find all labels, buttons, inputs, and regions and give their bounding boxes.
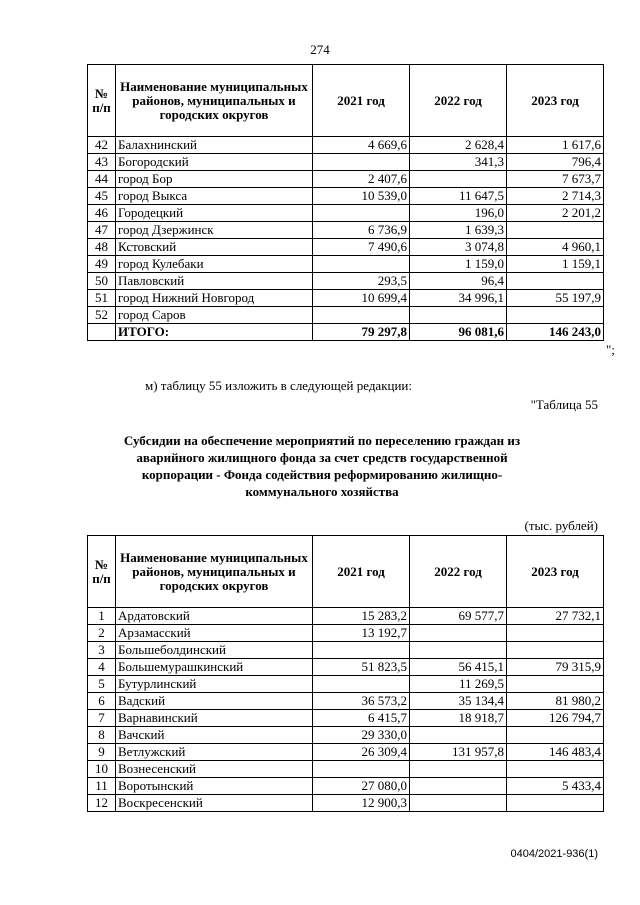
row-2023: 4 960,1 <box>507 239 604 256</box>
row-2022: 3 074,8 <box>410 239 507 256</box>
row-name: город Выкса <box>116 188 313 205</box>
row-2021: 36 573,2 <box>313 693 410 710</box>
header-2022: 2022 год <box>410 65 507 137</box>
row-name: город Нижний Новгород <box>116 290 313 307</box>
row-2021 <box>313 676 410 693</box>
table-row <box>88 642 604 659</box>
closing-quote-mark: "; <box>606 342 615 357</box>
table-reference: "Таблица 55 <box>530 397 598 412</box>
header-name: Наименование муниципальных районов, муниципальных и городских округов <box>116 65 313 137</box>
document-code: 0404/2021-936(1) <box>510 848 598 860</box>
table-heading: Субсидии на обеспечение мероприятий по переселению граждан из аварийного жилищного фонда за счет средств государственной корпорации - Фонда содействия реформированию жилищно-коммунального хозяйства <box>123 433 521 499</box>
row-2023: 79 315,9 <box>507 659 604 676</box>
row-2021: 6 415,7 <box>313 710 410 727</box>
row-2021 <box>313 307 410 324</box>
row-2021: 2 407,6 <box>313 171 410 188</box>
row-2022 <box>410 307 507 324</box>
row-2021: 13 192,7 <box>313 625 410 642</box>
total-2022: 96 081,6 <box>410 324 507 341</box>
row-number: 1 <box>88 608 116 625</box>
row-number: 5 <box>88 676 116 693</box>
row-2022: 11 269,5 <box>410 676 507 693</box>
table-row <box>88 290 604 307</box>
table-row <box>88 188 604 205</box>
row-name: город Кулебаки <box>116 256 313 273</box>
table-row <box>88 727 604 744</box>
row-number: 6 <box>88 693 116 710</box>
row-number: 11 <box>88 778 116 795</box>
row-2022: 56 415,1 <box>410 659 507 676</box>
table-row <box>88 744 604 761</box>
top-table <box>87 64 604 341</box>
row-number: 8 <box>88 727 116 744</box>
row-2022 <box>410 625 507 642</box>
table-row <box>88 307 604 324</box>
header-2021: 2021 год <box>313 65 410 137</box>
row-number: 4 <box>88 659 116 676</box>
row-2023: 2 714,3 <box>507 188 604 205</box>
table-row <box>88 222 604 239</box>
row-number: 2 <box>88 625 116 642</box>
row-name: Павловский <box>116 273 313 290</box>
row-name: Вознесенский <box>116 761 313 778</box>
row-2023 <box>507 307 604 324</box>
table-row <box>88 239 604 256</box>
row-2021: 15 283,2 <box>313 608 410 625</box>
header-2021: 2021 год <box>313 536 410 608</box>
row-2022 <box>410 795 507 812</box>
row-2022: 1 159,0 <box>410 256 507 273</box>
row-2023: 1 617,6 <box>507 137 604 154</box>
row-2021: 27 080,0 <box>313 778 410 795</box>
row-2022: 96,4 <box>410 273 507 290</box>
row-name: Воротынский <box>116 778 313 795</box>
row-2023: 1 159,1 <box>507 256 604 273</box>
table-row <box>88 171 604 188</box>
row-2023 <box>507 761 604 778</box>
row-2022 <box>410 727 507 744</box>
row-name: Варнавинский <box>116 710 313 727</box>
header-number: № п/п <box>88 536 116 608</box>
row-number: 50 <box>88 273 116 290</box>
row-2022: 18 918,7 <box>410 710 507 727</box>
row-name: Бутурлинский <box>116 676 313 693</box>
table-row <box>88 795 604 812</box>
row-2022 <box>410 171 507 188</box>
row-2021: 10 539,0 <box>313 188 410 205</box>
row-2022: 1 639,3 <box>410 222 507 239</box>
row-number: 43 <box>88 154 116 171</box>
header-2023: 2023 год <box>507 65 604 137</box>
row-2023: 81 980,2 <box>507 693 604 710</box>
table-row <box>88 778 604 795</box>
row-2022 <box>410 642 507 659</box>
table-row <box>88 154 604 171</box>
row-2022: 69 577,7 <box>410 608 507 625</box>
header-name: Наименование муниципальных районов, муниципальных и городских округов <box>116 536 313 608</box>
row-number: 52 <box>88 307 116 324</box>
amendment-paragraph: м) таблицу 55 изложить в следующей редакции: <box>145 378 413 393</box>
row-2023: 796,4 <box>507 154 604 171</box>
table-row <box>88 693 604 710</box>
row-2022: 341,3 <box>410 154 507 171</box>
row-number: 9 <box>88 744 116 761</box>
row-name: Большемурашкинский <box>116 659 313 676</box>
row-2023 <box>507 222 604 239</box>
row-2023 <box>507 676 604 693</box>
row-name: Воскресенский <box>116 795 313 812</box>
row-number: 10 <box>88 761 116 778</box>
total-2023: 146 243,0 <box>507 324 604 341</box>
row-2021 <box>313 205 410 222</box>
row-number: 48 <box>88 239 116 256</box>
row-2021: 12 900,3 <box>313 795 410 812</box>
table-row <box>88 256 604 273</box>
row-2022: 131 957,8 <box>410 744 507 761</box>
page-number: 274 <box>310 42 330 57</box>
row-2021: 26 309,4 <box>313 744 410 761</box>
row-name: Вадский <box>116 693 313 710</box>
row-2023: 5 433,4 <box>507 778 604 795</box>
row-2023 <box>507 625 604 642</box>
row-number: 44 <box>88 171 116 188</box>
row-name: Городецкий <box>116 205 313 222</box>
row-name: город Дзержинск <box>116 222 313 239</box>
total-label: ИТОГО: <box>116 324 313 341</box>
row-number: 42 <box>88 137 116 154</box>
row-2022: 34 996,1 <box>410 290 507 307</box>
table-row <box>88 205 604 222</box>
row-name: город Бор <box>116 171 313 188</box>
row-2023: 2 201,2 <box>507 205 604 222</box>
row-name: Ардатовский <box>116 608 313 625</box>
total-row <box>88 324 604 341</box>
row-number: 3 <box>88 642 116 659</box>
units-label: (тыс. рублей) <box>524 518 598 533</box>
row-2022: 35 134,4 <box>410 693 507 710</box>
table-row <box>88 676 604 693</box>
table-row <box>88 608 604 625</box>
row-2021: 29 330,0 <box>313 727 410 744</box>
row-number: 12 <box>88 795 116 812</box>
row-2023: 27 732,1 <box>507 608 604 625</box>
table-row <box>88 710 604 727</box>
row-name: Большеболдинский <box>116 642 313 659</box>
row-name: Богородский <box>116 154 313 171</box>
row-2021 <box>313 256 410 273</box>
row-2022: 11 647,5 <box>410 188 507 205</box>
row-name: город Саров <box>116 307 313 324</box>
bottom-table <box>87 535 604 812</box>
table-row <box>88 659 604 676</box>
row-number: 47 <box>88 222 116 239</box>
row-2023 <box>507 727 604 744</box>
row-2021: 4 669,6 <box>313 137 410 154</box>
row-name: Ветлужский <box>116 744 313 761</box>
row-2023: 126 794,7 <box>507 710 604 727</box>
header-2023: 2023 год <box>507 536 604 608</box>
total-2021: 79 297,8 <box>313 324 410 341</box>
row-number: 49 <box>88 256 116 273</box>
row-number: 45 <box>88 188 116 205</box>
table-row <box>88 625 604 642</box>
row-2021: 7 490,6 <box>313 239 410 256</box>
header-number: № п/п <box>88 65 116 137</box>
row-2021: 6 736,9 <box>313 222 410 239</box>
row-2022 <box>410 761 507 778</box>
row-name: Балахнинский <box>116 137 313 154</box>
row-2023: 7 673,7 <box>507 171 604 188</box>
row-number: 46 <box>88 205 116 222</box>
total-number-cell <box>88 324 116 341</box>
row-2021: 51 823,5 <box>313 659 410 676</box>
row-2022: 196,0 <box>410 205 507 222</box>
row-2021 <box>313 761 410 778</box>
header-2022: 2022 год <box>410 536 507 608</box>
row-2023 <box>507 273 604 290</box>
row-number: 51 <box>88 290 116 307</box>
row-2021: 293,5 <box>313 273 410 290</box>
table-row <box>88 137 604 154</box>
row-number: 7 <box>88 710 116 727</box>
row-2022 <box>410 778 507 795</box>
row-2023 <box>507 795 604 812</box>
row-name: Кстовский <box>116 239 313 256</box>
row-name: Вачский <box>116 727 313 744</box>
table-row <box>88 761 604 778</box>
table-row <box>88 273 604 290</box>
row-2021: 10 699,4 <box>313 290 410 307</box>
row-2023: 55 197,9 <box>507 290 604 307</box>
row-2021 <box>313 154 410 171</box>
row-name: Арзамасский <box>116 625 313 642</box>
row-2023: 146 483,4 <box>507 744 604 761</box>
row-2022: 2 628,4 <box>410 137 507 154</box>
row-2021 <box>313 642 410 659</box>
row-2023 <box>507 642 604 659</box>
